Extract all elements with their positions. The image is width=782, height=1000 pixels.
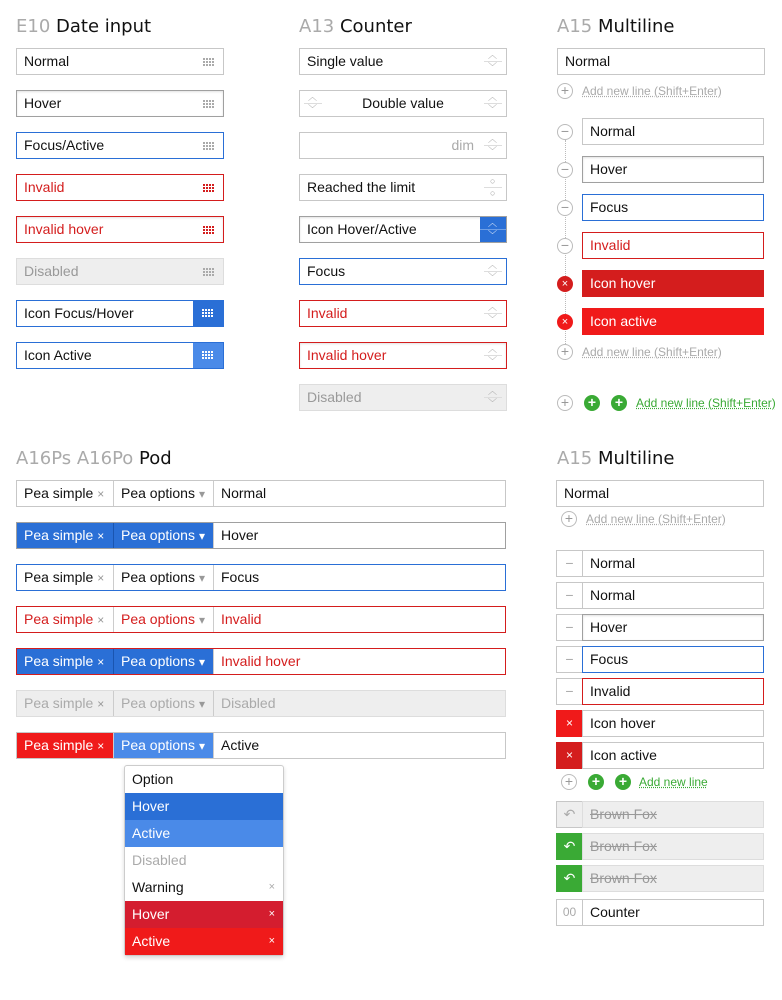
stepper: [480, 385, 506, 410]
multiline2-row-struck-2: [582, 833, 764, 860]
pea-simple[interactable]: Pea simple ×: [24, 485, 105, 501]
field-value: Icon active: [590, 313, 657, 329]
stepper[interactable]: [480, 133, 506, 158]
pod-row-disabled: [16, 690, 506, 717]
field-value: Focus: [590, 199, 629, 215]
pod-value: Invalid hover: [221, 653, 301, 669]
chevron-up-icon[interactable]: ︿: [488, 134, 498, 144]
pea-simple[interactable]: Pea simple ×: [24, 611, 105, 627]
pea-options[interactable]: Pea options ▾: [121, 485, 205, 501]
chevron-up-icon: ︿: [488, 386, 498, 396]
multiline2-row-struck-3: [582, 865, 764, 892]
multiline2-row-icon-active[interactable]: [582, 742, 764, 769]
field-value: Counter: [590, 904, 640, 920]
options-dropdown[interactable]: [124, 765, 284, 956]
pea-options[interactable]: Pea options ▾: [114, 523, 213, 548]
counter-value: Focus: [307, 263, 346, 279]
calendar-button[interactable]: [193, 343, 223, 368]
chevron-up-icon[interactable]: ︿: [488, 302, 498, 312]
counter-dim[interactable]: [299, 132, 507, 159]
date-input-heading: E10 Date input: [16, 16, 152, 37]
close-icon[interactable]: ×: [97, 613, 105, 627]
date-input-focus[interactable]: [16, 132, 224, 159]
add-new-line-link[interactable]: Add new line (Shift+Enter): [586, 512, 726, 526]
date-input-icon-active[interactable]: [16, 342, 224, 369]
multiline-row-hover[interactable]: [582, 156, 764, 183]
add-new-line-link[interactable]: Add new line (Shift+Enter): [582, 345, 722, 359]
plus-icon-green[interactable]: +: [611, 395, 627, 411]
limit-dot-icon: ○: [490, 188, 496, 198]
pod-row-invalid-hover[interactable]: [16, 648, 506, 675]
multiline2-row-struck: [582, 801, 764, 828]
pod-value: Active: [221, 737, 260, 753]
pod-heading: A16Ps A16Po Pod: [16, 448, 172, 469]
limit-dot-icon: ○: [490, 176, 496, 186]
counter-icon-hover[interactable]: [299, 216, 507, 243]
chevron-down-icon[interactable]: ﹀: [488, 272, 498, 282]
field-value: Brown Fox: [590, 806, 657, 822]
pod-row-normal[interactable]: [16, 480, 506, 507]
dropdown-option[interactable]: Option: [132, 771, 174, 787]
plus-icon-green[interactable]: +: [615, 774, 631, 790]
field-value: Normal: [565, 53, 611, 69]
field-value: Normal: [564, 485, 610, 501]
close-icon[interactable]: ×: [97, 655, 105, 669]
chevron-up-icon[interactable]: ︿: [488, 218, 498, 228]
remove-icon[interactable]: ×: [557, 276, 573, 292]
field-value: Invalid: [590, 683, 631, 699]
dropdown-option-active[interactable]: Active: [125, 820, 283, 847]
pod-row-focus[interactable]: [16, 564, 506, 591]
counter-heading: A13 Counter: [299, 16, 412, 37]
plus-icon[interactable]: +: [557, 83, 573, 99]
field-value: Normal: [590, 555, 636, 571]
field-value: Normal: [590, 587, 636, 603]
date-input-value: Icon Focus/Hover: [24, 305, 134, 321]
dropdown-option-warning[interactable]: Warning ×: [125, 874, 283, 901]
date-input-invalid[interactable]: [16, 174, 224, 201]
chevron-down-icon[interactable]: ﹀: [488, 356, 498, 366]
counter-focus[interactable]: [299, 258, 507, 285]
date-input-value: Normal: [24, 53, 70, 69]
date-input-invalid-hover[interactable]: [16, 216, 224, 243]
chevron-down-icon[interactable]: ▾: [198, 613, 205, 627]
minus-icon[interactable]: −: [556, 678, 583, 705]
multiline-row-normal[interactable]: [582, 118, 764, 145]
counter-value: Reached the limit: [307, 179, 416, 195]
counter-prefix: 00: [556, 899, 583, 926]
undo-icon[interactable]: ↶: [556, 865, 583, 892]
plus-icon[interactable]: +: [557, 395, 573, 411]
dropdown-option-disabled: Disabled: [132, 852, 187, 868]
calendar-icon: [203, 268, 216, 276]
minus-icon[interactable]: −: [556, 646, 583, 673]
dropdown-option-warning-hover[interactable]: Hover ×: [125, 901, 283, 928]
date-input-value: Icon Active: [24, 347, 92, 363]
counter-invalid-hover[interactable]: [299, 342, 507, 369]
multiline2-first-field[interactable]: [556, 480, 764, 507]
stepper-left[interactable]: [300, 91, 326, 116]
multiline-row-invalid[interactable]: [582, 232, 764, 259]
counter-value: Invalid hover: [307, 347, 387, 363]
add-new-line-link[interactable]: Add new line (Shift+Enter): [582, 84, 722, 98]
field-value: Normal: [590, 123, 636, 139]
calendar-icon: [202, 351, 215, 359]
close-icon[interactable]: ×: [97, 739, 105, 753]
field-value: Brown Fox: [590, 838, 657, 854]
close-icon[interactable]: ×: [268, 908, 275, 920]
chevron-down-icon: ﹀: [488, 398, 498, 408]
plus-icon[interactable]: +: [557, 344, 573, 360]
counter-invalid[interactable]: [299, 300, 507, 327]
close-icon[interactable]: ×: [97, 571, 105, 585]
stepper: [480, 175, 506, 200]
minus-icon[interactable]: −: [556, 614, 583, 641]
date-input-value: Hover: [24, 95, 62, 111]
pea-simple[interactable]: Pea simple ×: [17, 523, 113, 548]
stepper[interactable]: [480, 217, 506, 242]
minus-icon[interactable]: −: [556, 550, 583, 577]
pod-value: Focus: [221, 569, 260, 585]
counter-single[interactable]: [299, 48, 507, 75]
multiline2-row-invalid[interactable]: [582, 678, 764, 705]
chevron-down-icon: ▾: [198, 697, 205, 711]
stepper[interactable]: [480, 259, 506, 284]
date-input-normal[interactable]: [16, 48, 224, 75]
pea-simple[interactable]: Pea simple ×: [24, 569, 105, 585]
counter-value: Double value: [362, 95, 444, 111]
pod-value: Normal: [221, 485, 267, 501]
multiline-row-focus[interactable]: [582, 194, 764, 221]
chevron-down-icon[interactable]: ﹀: [488, 314, 498, 324]
chevron-down-icon[interactable]: ﹀: [488, 62, 498, 72]
calendar-icon[interactable]: [203, 184, 216, 192]
multiline2-row-hover[interactable]: [582, 614, 764, 641]
stepper[interactable]: [480, 49, 506, 74]
multiline-row-icon-active[interactable]: [582, 308, 764, 335]
multiline2-row-normal-2[interactable]: [582, 582, 764, 609]
chevron-down-icon[interactable]: ﹀: [308, 104, 318, 114]
add-new-line-link[interactable]: Add new line: [639, 775, 708, 789]
counter-double[interactable]: [299, 90, 507, 117]
multiline-first-field[interactable]: [557, 48, 765, 75]
close-icon[interactable]: ×: [268, 881, 275, 893]
close-icon[interactable]: ×: [97, 487, 105, 501]
chevron-down-icon[interactable]: ▾: [198, 655, 205, 669]
minus-icon[interactable]: −: [557, 162, 573, 178]
chevron-up-icon[interactable]: ︿: [308, 92, 318, 102]
close-icon[interactable]: ×: [97, 529, 105, 543]
pod-row-active[interactable]: [16, 732, 506, 759]
plus-icon[interactable]: +: [561, 774, 577, 790]
date-input-value: Invalid: [24, 179, 65, 195]
dropdown-option-warning-active[interactable]: Active ×: [125, 928, 283, 955]
chevron-up-icon[interactable]: ︿: [488, 92, 498, 102]
chevron-down-icon[interactable]: ▾: [198, 571, 205, 585]
field-value: Invalid: [590, 237, 631, 253]
date-input-value: Invalid hover: [24, 221, 104, 237]
minus-icon[interactable]: −: [557, 124, 573, 140]
pod-row-invalid[interactable]: [16, 606, 506, 633]
field-value: Icon hover: [590, 715, 656, 731]
field-value: Icon active: [590, 747, 657, 763]
multiline-heading: A15 Multiline: [557, 16, 675, 37]
undo-icon[interactable]: ↶: [556, 833, 583, 860]
multiline-heading-2: A15 Multiline: [557, 448, 675, 469]
field-value: Hover: [590, 161, 628, 177]
minus-icon[interactable]: −: [556, 582, 583, 609]
pod-value: Hover: [221, 527, 259, 543]
multiline2-row-icon-hover[interactable]: [582, 710, 764, 737]
date-input-value: Disabled: [24, 263, 79, 279]
plus-icon-green[interactable]: +: [588, 774, 604, 790]
chevron-down-icon[interactable]: ﹀: [488, 104, 498, 114]
pea-options[interactable]: Pea options ▾: [114, 733, 213, 758]
pea-options: Pea options ▾: [121, 695, 205, 711]
dropdown-option-hover[interactable]: Hover: [125, 793, 283, 820]
multiline2-row-focus[interactable]: [582, 646, 764, 673]
close-icon: ×: [97, 697, 105, 711]
chevron-down-icon[interactable]: ﹀: [488, 230, 498, 240]
calendar-icon[interactable]: [203, 142, 216, 150]
pea-simple[interactable]: Pea simple ×: [17, 733, 113, 758]
counter-disabled: [299, 384, 507, 411]
pod-value: Invalid: [221, 611, 262, 627]
date-input-icon-focus[interactable]: [16, 300, 224, 327]
multiline-row-icon-hover[interactable]: [582, 270, 764, 297]
plus-icon[interactable]: +: [561, 511, 577, 527]
pea-simple[interactable]: Pea simple ×: [17, 649, 113, 674]
remove-icon[interactable]: ×: [556, 710, 583, 737]
multiline2-row-normal[interactable]: [582, 550, 764, 577]
counter-value: Icon Hover/Active: [307, 221, 417, 237]
calendar-icon: [202, 309, 215, 317]
pea-options[interactable]: Pea options ▾: [114, 649, 213, 674]
field-value: Brown Fox: [590, 870, 657, 886]
close-icon[interactable]: ×: [268, 935, 275, 947]
stepper[interactable]: [480, 343, 506, 368]
pod-row-hover[interactable]: [16, 522, 506, 549]
stepper-right[interactable]: [480, 91, 506, 116]
counter-value: Single value: [307, 53, 384, 69]
undo-icon[interactable]: ↶: [556, 801, 583, 828]
field-value: Focus: [590, 651, 629, 667]
chevron-up-icon[interactable]: ︿: [488, 50, 498, 60]
chevron-down-icon[interactable]: ﹀: [488, 146, 498, 156]
field-value: Hover: [590, 619, 628, 635]
pod-value: Disabled: [221, 695, 276, 711]
calendar-button[interactable]: [193, 301, 223, 326]
remove-icon[interactable]: ×: [557, 314, 573, 330]
calendar-icon[interactable]: [203, 226, 216, 234]
date-input-value: Focus/Active: [24, 137, 105, 153]
calendar-icon[interactable]: [203, 58, 216, 66]
pea-simple: Pea simple ×: [24, 695, 105, 711]
date-input-disabled: [16, 258, 224, 285]
stepper[interactable]: [480, 301, 506, 326]
add-new-line-link[interactable]: Add new line (Shift+Enter): [636, 396, 776, 410]
plus-icon-green[interactable]: +: [584, 395, 600, 411]
date-input-hover[interactable]: [16, 90, 224, 117]
chevron-up-icon[interactable]: ︿: [488, 344, 498, 354]
pea-options[interactable]: Pea options ▾: [121, 611, 205, 627]
minus-icon[interactable]: −: [557, 238, 573, 254]
counter-limit[interactable]: [299, 174, 507, 201]
counter-value: Disabled: [307, 389, 362, 405]
chevron-down-icon[interactable]: ▾: [198, 529, 205, 543]
chevron-up-icon[interactable]: ︿: [488, 260, 498, 270]
multiline2-counter[interactable]: [582, 899, 764, 926]
remove-icon[interactable]: ×: [556, 742, 583, 769]
counter-unit: dim: [451, 137, 474, 153]
field-value: Icon hover: [590, 275, 656, 291]
minus-icon[interactable]: −: [557, 200, 573, 216]
chevron-down-icon[interactable]: ▾: [198, 487, 205, 501]
pea-options[interactable]: Pea options ▾: [121, 569, 205, 585]
calendar-icon[interactable]: [203, 100, 216, 108]
counter-value: Invalid: [307, 305, 348, 321]
chevron-down-icon[interactable]: ▾: [198, 739, 205, 753]
